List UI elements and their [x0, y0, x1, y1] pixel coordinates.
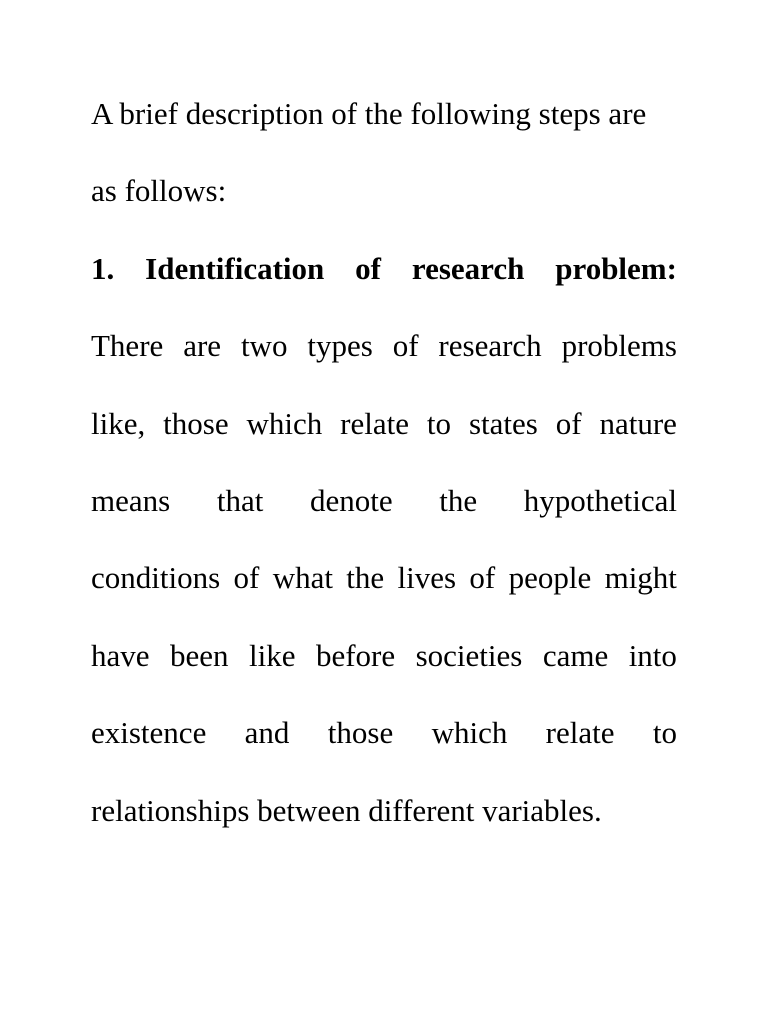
word: might [604, 560, 677, 596]
word: are [183, 328, 222, 364]
word: the [439, 482, 478, 518]
word: problem: [555, 250, 677, 286]
word: Identification [145, 250, 325, 286]
word: relate [545, 715, 615, 751]
word: nature [599, 405, 677, 441]
word: research [438, 328, 542, 364]
word: those [327, 715, 394, 751]
word: research [411, 250, 525, 286]
word: before [315, 637, 396, 673]
word: of [355, 250, 381, 286]
intro-line-1: A brief description of the following steps are [91, 96, 647, 131]
word: of [555, 405, 582, 441]
word: people [508, 560, 592, 596]
body-line-5 [91, 626, 677, 703]
intro-line-2: as follows: [91, 173, 227, 209]
word: and [244, 715, 290, 751]
word: which [431, 715, 508, 751]
body-line-1 [91, 316, 677, 393]
word: like [249, 637, 296, 673]
word: which [246, 405, 323, 441]
word: hypothetical [523, 482, 677, 518]
word: lives [397, 560, 457, 596]
step-number: 1. [91, 250, 115, 286]
body-line-2 [91, 394, 677, 471]
body-line-6 [91, 703, 677, 780]
word: types [307, 328, 373, 364]
word: means [91, 482, 171, 518]
word: to [652, 715, 677, 751]
word: relate [340, 405, 409, 441]
word: conditions [91, 560, 221, 596]
word: have [91, 637, 150, 673]
word: those [163, 405, 229, 441]
word: of [392, 328, 419, 364]
word: problems [561, 328, 677, 364]
word: There [91, 328, 164, 364]
body-line-7: relationships between different variables. [91, 792, 602, 828]
document-page [91, 84, 677, 858]
word: states [468, 405, 538, 441]
word: societies [415, 637, 523, 673]
word: that [216, 482, 264, 518]
word: denote [309, 482, 393, 518]
word: to [426, 405, 452, 441]
step-heading [91, 239, 677, 316]
body-line-4 [91, 548, 677, 625]
word: been [170, 637, 229, 673]
word: like, [91, 405, 146, 441]
word: what [272, 560, 333, 596]
word: existence [91, 715, 207, 751]
word: into [628, 637, 677, 673]
word: came [542, 637, 609, 673]
word: of [233, 560, 260, 596]
word: two [240, 328, 288, 364]
word: the [346, 560, 385, 596]
word: of [469, 560, 496, 596]
body-line-3 [91, 471, 677, 548]
